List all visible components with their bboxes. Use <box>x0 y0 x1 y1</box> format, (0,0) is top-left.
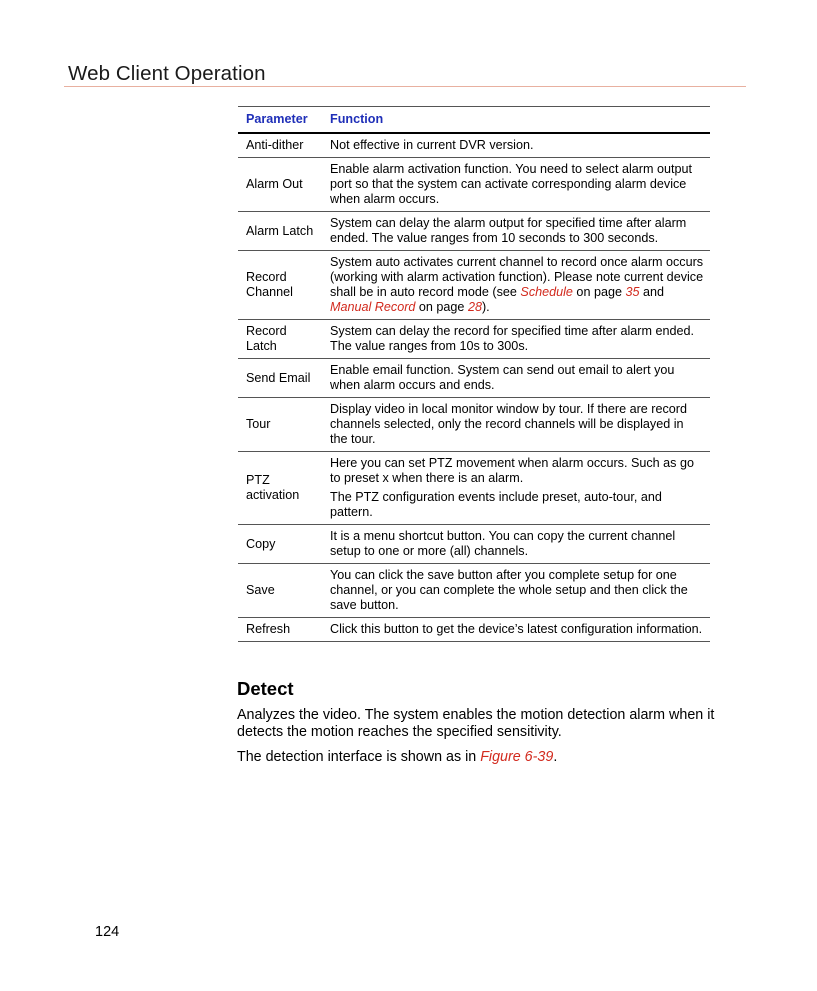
table-row <box>238 359 710 398</box>
section-paragraph: Analyzes the video. The system enables the motion detection alarm when it detects the motion reaches the specified sensitivity. <box>237 707 715 740</box>
parameter-cell: Anti-dither <box>246 138 304 152</box>
header-divider <box>64 86 746 87</box>
page-header-title: Web Client Operation <box>68 62 266 85</box>
parameter-cell: PTZ activation <box>246 473 300 502</box>
function-text: on page <box>572 285 626 299</box>
section-paragraph <box>237 749 737 766</box>
parameter-table <box>238 106 710 642</box>
function-cell: System can delay the alarm output for specified time after alarm ended. The value ranges from 10 seconds to 300 seconds. <box>330 216 687 245</box>
parameter-cell: Record Channel <box>246 270 293 299</box>
function-cell: Enable alarm activation function. You need to select alarm output port so that the system can activate corresponding alarm device when alarm occurs. <box>330 162 692 206</box>
function-text: on page <box>415 300 468 314</box>
function-text: and <box>639 285 664 299</box>
parameter-cell: Alarm Out <box>246 177 303 191</box>
table-row <box>238 251 710 320</box>
manual-record-link[interactable]: Manual Record <box>330 300 416 314</box>
page-28-link[interactable]: 28 <box>467 300 482 314</box>
parameter-cell: Tour <box>246 417 271 431</box>
page-number: 124 <box>95 924 120 940</box>
column-header-function: Function <box>330 112 384 126</box>
table-row <box>238 320 710 359</box>
table-row <box>238 398 710 452</box>
table-row <box>238 158 710 212</box>
parameter-cell: Save <box>246 583 275 597</box>
table-row <box>238 618 710 642</box>
table-row <box>238 133 710 158</box>
function-cell: Display video in local monitor window by tour. If there are record channels selected, only the record channels will be displayed in the tour. <box>330 402 687 446</box>
function-cell: System can delay the record for specified time after alarm ended. The value ranges from 10s to 300s. <box>330 324 694 353</box>
figure-reference-link[interactable]: Figure 6-39 <box>480 749 554 765</box>
schedule-link[interactable]: Schedule <box>520 285 573 299</box>
function-cell <box>322 452 710 525</box>
parameter-cell: Send Email <box>246 370 311 385</box>
table-row <box>238 564 710 618</box>
parameter-cell: Copy <box>246 536 276 551</box>
function-text: ). <box>481 300 490 314</box>
page-35-link[interactable]: 35 <box>625 285 640 299</box>
function-text: System auto activates current channel to record once alarm occurs (working with alarm activation function). Please note current device shall be in auto record mode (see <box>330 255 704 299</box>
function-cell: Click this button to get the device’s latest configuration information. <box>330 622 703 636</box>
function-cell <box>322 251 710 320</box>
section-title-detect: Detect <box>237 678 294 699</box>
parameter-cell: Record Latch <box>246 324 287 353</box>
function-cell: It is a menu shortcut button. You can copy the current channel setup to one or more (all) channels. <box>330 529 676 558</box>
function-cell: Not effective in current DVR version. <box>330 138 534 152</box>
table-row <box>238 525 710 564</box>
paragraph-text: . <box>553 749 558 765</box>
column-header-parameter: Parameter <box>246 112 308 126</box>
parameter-cell: Refresh <box>246 622 291 636</box>
parameter-cell: Alarm Latch <box>246 223 314 238</box>
table-row <box>238 452 710 525</box>
function-paragraph: Here you can set PTZ movement when alarm occurs. Such as go to preset x when there is an alarm. <box>330 456 694 485</box>
paragraph-text: The detection interface is shown as in <box>237 749 481 765</box>
function-cell: Enable email function. System can send out email to alert you when alarm occurs and ends. <box>330 363 675 392</box>
function-cell: You can click the save button after you complete setup for one channel, or you can complete the whole setup and then click the save button. <box>330 568 688 612</box>
table-row <box>238 212 710 251</box>
function-paragraph: The PTZ configuration events include preset, auto-tour, and pattern. <box>330 490 662 519</box>
table-header-row <box>238 107 710 134</box>
